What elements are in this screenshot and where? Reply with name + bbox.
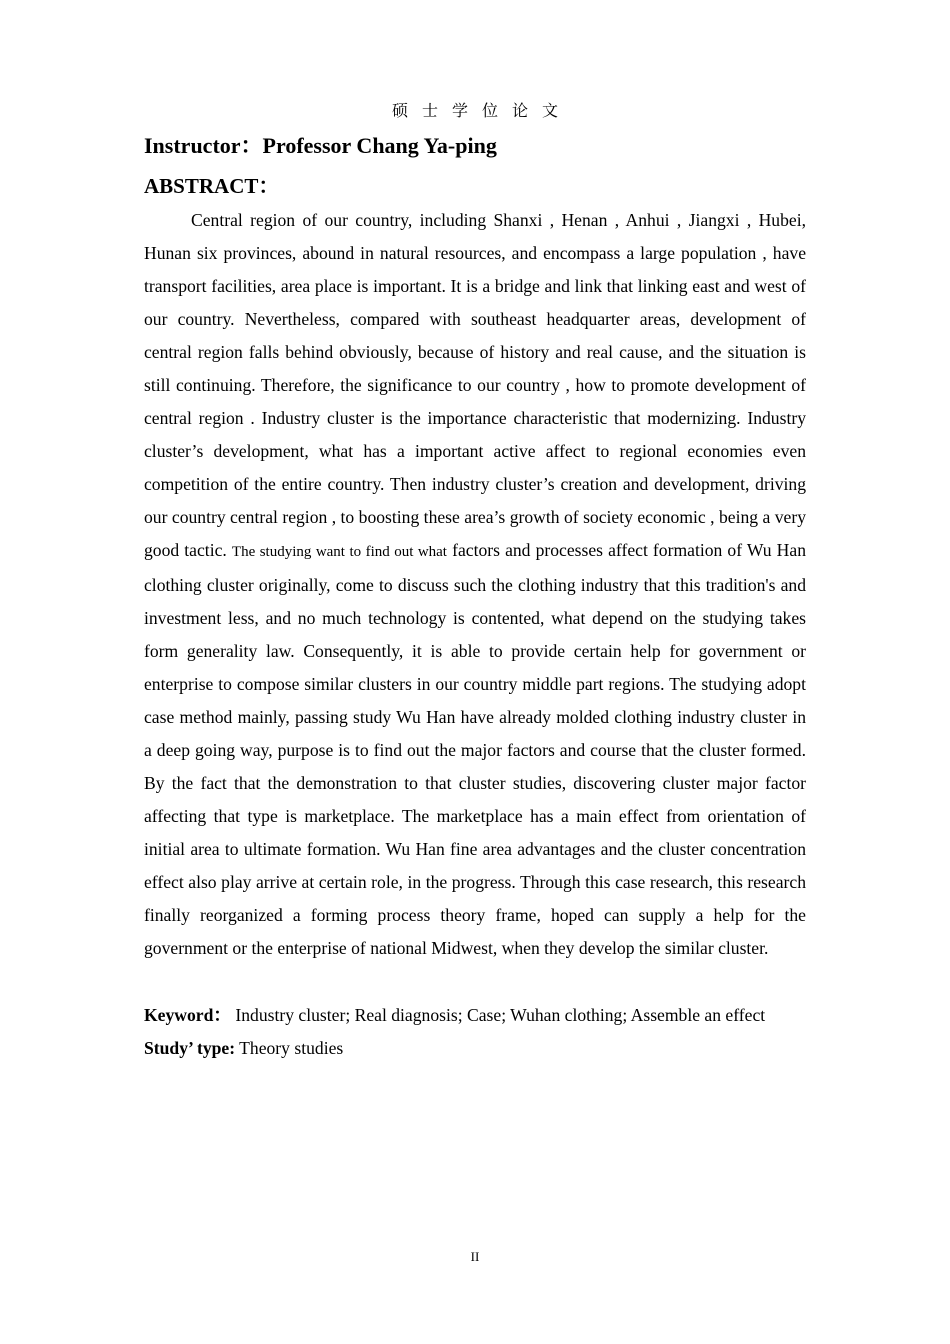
- study-type-label: Study’ type:: [144, 1038, 236, 1058]
- keyword-value: Industry cluster; Real diagnosis; Case; Wuhan clothing; Assemble an effect: [230, 1005, 766, 1025]
- instructor-line: Instructor：Professor Chang Ya-ping: [144, 133, 497, 158]
- abstract-text-part1: Central region of our country, including Shanxi , Henan , Anhui , Jiangxi , Hubei, Hunan six provinces, abound in natural resources, and encompass a large population , have transport facilities, area place is important. It is a bridge and link that linking east and west of our country. Nevertheless, compared with southeast headquarter areas, development of central region falls behind obviously, because of history and real cause, and the situation is still continuing. Therefore, the significance to our country , how to promote development of central region . Industry cluster is the importance characteristic that modernizing. Industry cluster’s development, what has a important active affect to regional economies even competition of the entire country. Then industry cluster’s creation and development, driving our country central region , to boosting these area’s growth of society economic , being a very good tactic.: [144, 210, 806, 560]
- abstract-text-part2: factors and processes affect formation of Wu Han clothing cluster originally, come to discuss such the clothing industry that this tradition's and investment less, and no much technology is contented, what depend on the studying takes form generality law. Consequently, it is able to provide certain help for government or enterprise to compose similar clusters in our country middle part regions. The studying adopt case method mainly, passing study Wu Han have already molded clothing industry cluster in a deep going way, purpose is to find out the major factors and course that the cluster formed. By the fact that the demonstration to that cluster studies, discovering cluster major factor affecting that type is marketplace. The marketplace has a main effect from orientation of initial area to ultimate formation. Wu Han fine area advantages and the cluster concentration effect also play arrive at certain role, in the progress. Through this case research, this research finally reorganized a forming process theory frame, hoped can supply a help for the government or the enterprise of national Midwest, when they develop the similar cluster.: [144, 540, 806, 958]
- abstract-body: [144, 204, 806, 965]
- study-type-value: Theory studies: [235, 1038, 344, 1058]
- page-number: II: [470, 1249, 480, 1264]
- page-content: [144, 131, 806, 1065]
- study-type-line: [144, 1032, 806, 1065]
- keyword-label: Keyword：: [144, 1005, 231, 1025]
- abstract-heading: ABSTRACT：: [144, 174, 280, 198]
- abstract-text-small: The studying want to find out what: [231, 544, 447, 560]
- keyword-line: [144, 999, 806, 1032]
- running-header: 硕士学位论文: [391, 103, 572, 120]
